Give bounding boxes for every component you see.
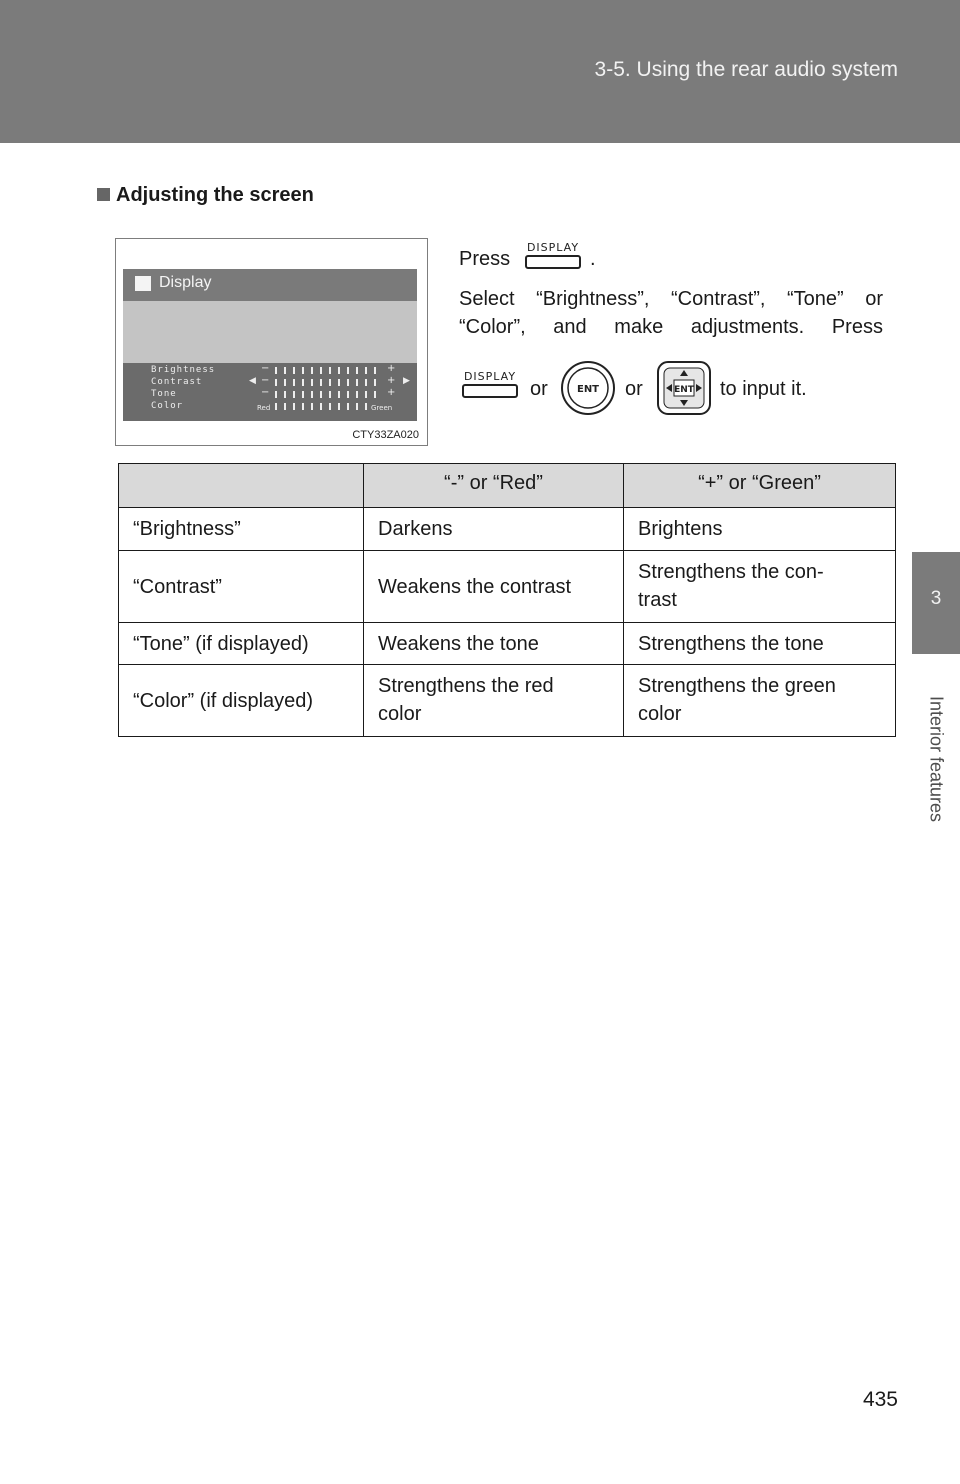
instruction-line-1: Select “Brightness”, “Contrast”, “Tone” or <box>459 288 883 310</box>
table-cell: Brightens <box>624 508 896 551</box>
color-bar <box>275 403 367 410</box>
plus-icon: + <box>387 387 396 398</box>
adjust-panel <box>123 363 417 421</box>
row-tone: Tone <box>151 389 177 399</box>
chapter-number: 3 <box>930 588 942 609</box>
display-button-label: DISPLAY <box>463 370 517 383</box>
enter-label: ENT <box>576 384 600 395</box>
word: make <box>614 316 664 338</box>
enter-knob-icon <box>560 360 616 416</box>
table-cell: Strengthens the red color <box>364 665 624 737</box>
page-number: 435 <box>862 1388 898 1411</box>
input-it-text: to input it. <box>720 378 807 400</box>
or-text: or <box>625 378 643 400</box>
press-text: Press <box>459 248 511 270</box>
section-heading <box>97 184 314 207</box>
display-button-icon <box>525 241 581 271</box>
plus-icon: + <box>387 363 396 374</box>
display-button-body <box>462 384 518 398</box>
table-cell: “Contrast” <box>119 551 364 623</box>
table-cell: Strengthens the con- trast <box>624 551 896 623</box>
figure-code: CTY33ZA020 <box>352 429 419 441</box>
screen-illustration <box>123 269 417 421</box>
minus-icon: − <box>261 387 270 398</box>
adjustment-table <box>118 463 896 737</box>
green-label: Green <box>371 404 393 412</box>
table-header-cell: “-” or “Red” <box>364 464 624 508</box>
row-color: Color <box>151 401 184 411</box>
table-cell: Weakens the tone <box>364 623 624 665</box>
word: “Color”, <box>459 316 526 338</box>
red-label: Red <box>257 404 271 412</box>
or-text: or <box>530 378 548 400</box>
directional-enter-pad-icon <box>656 360 712 416</box>
table-cell: Darkens <box>364 508 624 551</box>
table-row <box>119 665 896 737</box>
plus-icon: + <box>387 375 396 386</box>
minus-icon: − <box>261 375 270 386</box>
word: adjustments. <box>690 316 805 338</box>
table-row <box>119 623 896 665</box>
table-header-row <box>119 464 896 508</box>
enter-label: ENT <box>674 385 694 395</box>
period-text: . <box>590 248 596 270</box>
page-header <box>0 0 960 143</box>
tone-bar <box>275 391 377 398</box>
word: Press <box>831 316 883 338</box>
table-cell: “Tone” (if displayed) <box>119 623 364 665</box>
table-cell: Weakens the contrast <box>364 551 624 623</box>
left-arrow-icon: ◀ <box>249 376 256 386</box>
table-header-cell <box>119 464 364 508</box>
table-row <box>119 508 896 551</box>
chapter-label: Interior features <box>926 695 947 823</box>
word: and <box>553 316 587 338</box>
table-cell: Strengthens the tone <box>624 623 896 665</box>
display-icon <box>135 276 151 291</box>
section-title: Adjusting the screen <box>116 184 314 206</box>
header-title: 3-5. Using the rear audio system <box>594 58 898 81</box>
table-row <box>119 551 896 623</box>
table-cell: “Color” (if displayed) <box>119 665 364 737</box>
display-button-icon <box>462 370 518 402</box>
display-button-body <box>525 255 581 269</box>
table-header-cell: “+” or “Green” <box>624 464 896 508</box>
contrast-bar <box>275 379 377 386</box>
brightness-bar <box>275 367 377 374</box>
minus-icon: − <box>261 363 270 374</box>
chapter-rail <box>912 654 960 864</box>
screen-title: Display <box>159 274 212 291</box>
screen-header <box>123 269 417 301</box>
display-screen-figure <box>115 238 428 446</box>
instruction-line-2 <box>459 316 883 339</box>
table-cell: “Brightness” <box>119 508 364 551</box>
chapter-tab <box>912 552 960 654</box>
row-contrast: Contrast <box>151 377 203 387</box>
bullet-square-icon <box>97 188 110 201</box>
right-arrow-icon: ▶ <box>403 376 410 386</box>
table-cell: Strengthens the green color <box>624 665 896 737</box>
display-button-label: DISPLAY <box>526 241 580 254</box>
row-brightness: Brightness <box>151 365 216 375</box>
